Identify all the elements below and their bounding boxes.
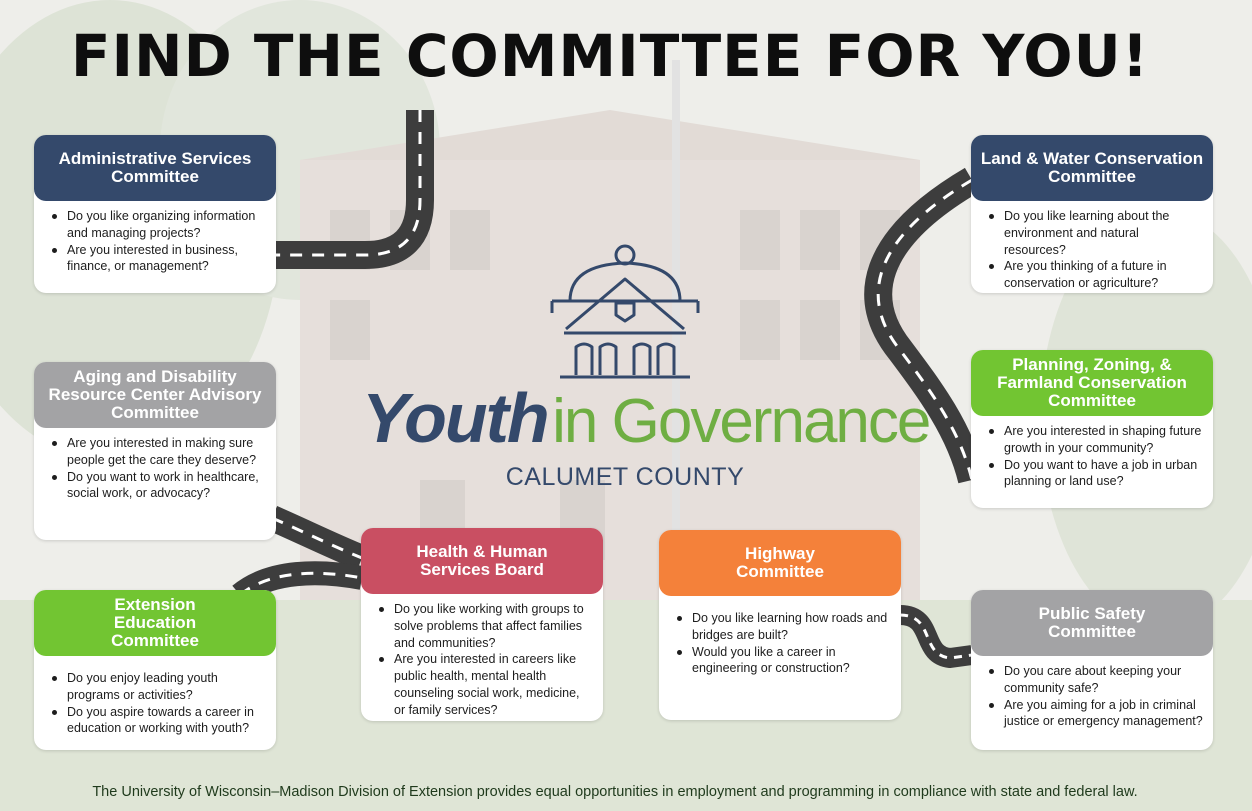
question-item: Are you interested in careers like public health, mental health counseling social work, medicine, or family services? xyxy=(379,651,593,718)
question-item: Do you enjoy leading youth programs or activities? xyxy=(52,670,266,704)
capitol-dome-icon xyxy=(540,243,710,383)
committee-title-highway: Highway Committee xyxy=(659,530,901,596)
brand-county: CALUMET COUNTY xyxy=(505,463,745,491)
road-highway-safety xyxy=(900,615,972,658)
committee-title-land-water-conservation: Land & Water Conservation Committee xyxy=(971,135,1213,201)
question-item: Do you care about keeping your community safe? xyxy=(989,663,1203,697)
question-item: Do you like organizing information and managing projects? xyxy=(52,208,266,242)
question-item: Do you like learning how roads and bridges are built? xyxy=(677,610,891,644)
question-item: Are you aiming for a job in criminal justice or emergency management? xyxy=(989,697,1203,731)
question-item: Would you like a career in engineering or construction? xyxy=(677,644,891,678)
question-item: Do you aspire towards a career in education or working with youth? xyxy=(52,704,266,738)
committee-title-public-safety: Public Safety Committee xyxy=(971,590,1213,656)
brand-in-governance: in Governance xyxy=(552,387,930,456)
committee-card-planning-zoning xyxy=(971,350,1213,508)
question-list xyxy=(34,428,276,502)
road-admin xyxy=(275,110,420,255)
committee-title-administrative-services: Administrative Services Committee xyxy=(34,135,276,201)
committee-card-aging-disability xyxy=(34,362,276,540)
committee-title-extension-education: Extension Education Committee xyxy=(34,590,276,656)
committee-card-highway xyxy=(659,530,901,720)
committee-card-health-human-services xyxy=(361,528,603,721)
question-list xyxy=(659,596,901,677)
question-item: Are you interested in business, finance, or management? xyxy=(52,242,266,276)
committee-title-health-human-services: Health & Human Services Board xyxy=(361,528,603,594)
brand-youth: Youth xyxy=(362,379,548,457)
question-item: Are you interested in making sure people get the care they deserve? xyxy=(52,435,266,469)
question-list xyxy=(971,201,1213,292)
committee-card-administrative-services xyxy=(34,135,276,293)
question-list xyxy=(34,656,276,737)
question-list xyxy=(971,656,1213,730)
question-list xyxy=(361,594,603,719)
question-item: Do you like working with groups to solve problems that affect families and communities? xyxy=(379,601,593,651)
question-item: Are you thinking of a future in conservation or agriculture? xyxy=(989,258,1203,292)
youth-in-governance-logo xyxy=(362,378,930,458)
committee-card-public-safety xyxy=(971,590,1213,750)
page-title: FIND THE COMMITTEE FOR YOU! xyxy=(70,22,1150,90)
committee-title-planning-zoning: Planning, Zoning, & Farmland Conservation Committee xyxy=(971,350,1213,416)
question-item: Are you interested in shaping future growth in your community? xyxy=(989,423,1203,457)
question-item: Do you like learning about the environment and natural resources? xyxy=(989,208,1203,258)
question-list xyxy=(971,416,1213,490)
question-item: Do you want to work in healthcare, social work, or advocacy? xyxy=(52,469,266,503)
committee-card-extension-education xyxy=(34,590,276,750)
footer-disclaimer: The University of Wisconsin–Madison Division of Extension provides equal opportunities in employment and programming in compliance with state and federal law. xyxy=(92,784,1138,800)
question-item: Do you want to have a job in urban planning or land use? xyxy=(989,457,1203,491)
committee-card-land-water-conservation xyxy=(971,135,1213,293)
committee-title-aging-disability: Aging and Disability Resource Center Advisory Committee xyxy=(34,362,276,428)
question-list xyxy=(34,201,276,275)
